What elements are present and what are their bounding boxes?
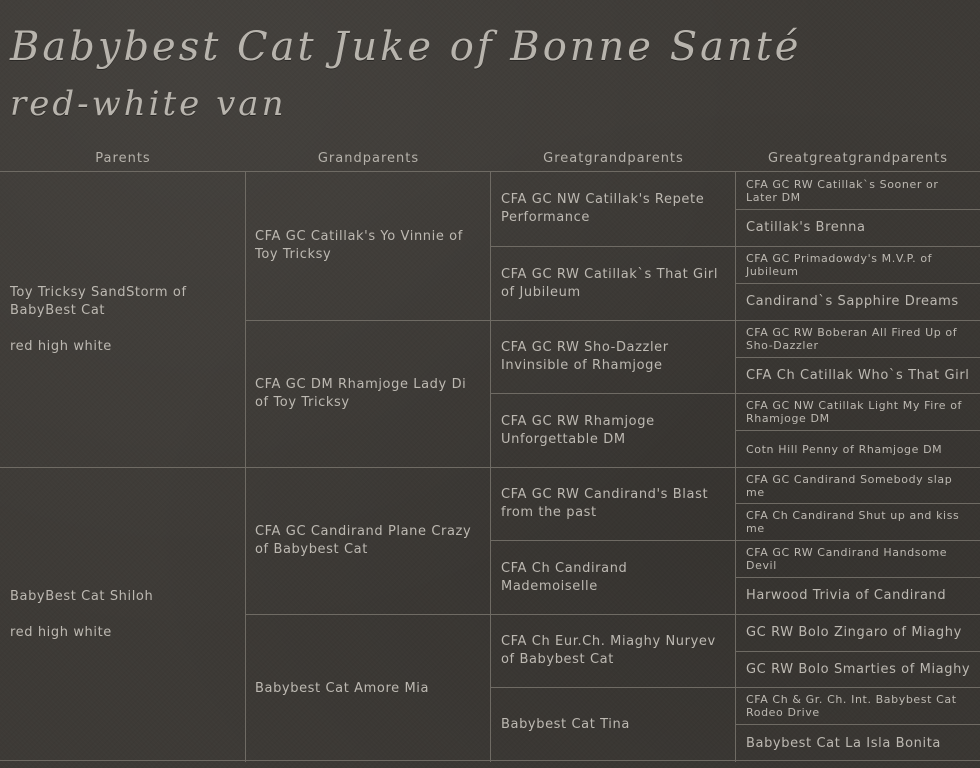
parent-dam-name: BabyBest Cat Shiloh xyxy=(10,589,154,604)
greatgrandparent-name: CFA GC NW Catillak's Repete Performance xyxy=(501,192,705,225)
greatgreatgrandparent-name: CFA GC RW Boberan All Fired Up of Sho-Dazzler xyxy=(746,326,958,352)
greatgreatgrandparent-cell xyxy=(736,393,980,430)
greatgreatgrandparent-cell xyxy=(736,209,980,246)
greatgreatgrandparent-name: CFA Ch Catillak Who`s That Girl xyxy=(746,367,970,383)
greatgreatgrandparent-name: Cotn Hill Penny of Rhamjoge DM xyxy=(746,442,943,456)
greatgrandparent-cell xyxy=(491,540,736,614)
greatgrandparent-name: Babybest Cat Tina xyxy=(501,717,630,732)
parent-dam xyxy=(0,467,246,762)
greatgreatgrandparent-cell xyxy=(736,246,980,283)
parent-sire xyxy=(0,172,246,467)
grandparent-cell xyxy=(246,172,491,320)
grandparent-name: CFA GC Catillak's Yo Vinnie of Toy Tricksy xyxy=(255,229,463,262)
pedigree-column-headers xyxy=(0,148,980,170)
grandparent-name: Babybest Cat Amore Mia xyxy=(255,680,430,696)
greatgrandparent-name: CFA Ch Candirand Mademoiselle xyxy=(501,560,628,594)
cat-name-title: Babybest Cat Juke of Bonne Santé xyxy=(10,24,802,70)
greatgrandparent-name: CFA Ch Eur.Ch. Miaghy Nuryev of Babybest Cat xyxy=(501,634,716,667)
parent-dam-color: red high white xyxy=(10,625,112,640)
greatgreatgrandparent-name: CFA GC Primadowdy's M.V.P. of Jubileum xyxy=(746,252,933,278)
greatgreatgrandparent-name: CFA GC Candirand Somebody slap me xyxy=(746,472,953,499)
greatgreatgrandparent-cell xyxy=(736,283,980,320)
cat-color-subtitle: red-white van xyxy=(10,84,287,124)
grandparent-name: CFA GC Candirand Plane Crazy of Babybest Cat xyxy=(255,524,472,557)
greatgreatgrandparent-name: GC RW Bolo Smarties of Miaghy xyxy=(746,661,971,677)
parent-sire-color: red high white xyxy=(10,338,112,354)
greatgreatgrandparent-name: Candirand`s Sapphire Dreams xyxy=(746,294,959,309)
greatgrandparent-cell xyxy=(491,393,736,467)
greatgreatgrandparent-name: CFA Ch & Gr. Ch. Int. Babybest Cat Rodeo Drive xyxy=(746,693,957,719)
greatgrandparent-name: CFA GC RW Sho-Dazzler Invinsible of Rhamjoge xyxy=(501,340,669,373)
pedigree-table xyxy=(0,171,980,761)
greatgreatgrandparent-name: Babybest Cat La Isla Bonita xyxy=(746,735,942,751)
page-title-block xyxy=(10,20,970,132)
greatgrandparent-cell xyxy=(491,687,736,762)
grandparent-cell xyxy=(246,614,491,762)
header-greatgrandparents: Greatgrandparents xyxy=(543,151,684,166)
greatgreatgrandparent-name: CFA GC RW Catillak`s Sooner or Later DM xyxy=(746,177,939,204)
greatgreatgrandparent-name: CFA GC RW Candirand Handsome Devil xyxy=(746,546,948,572)
greatgrandparent-name: CFA GC RW Catillak`s That Girl of Jubileum xyxy=(501,266,719,300)
greatgreatgrandparent-name: Catillak's Brenna xyxy=(746,220,866,235)
greatgrandparent-cell xyxy=(491,172,736,246)
greatgreatgrandparent-cell xyxy=(736,724,980,762)
grandparent-name: CFA GC DM Rhamjoge Lady Di of Toy Tricksy xyxy=(255,377,467,410)
grandparent-cell xyxy=(246,320,491,467)
greatgreatgrandparent-cell xyxy=(736,651,980,687)
greatgreatgrandparent-cell xyxy=(736,503,980,540)
greatgreatgrandparent-cell xyxy=(736,614,980,651)
greatgreatgrandparent-name: Harwood Trivia of Candirand xyxy=(746,588,947,603)
greatgrandparent-name: CFA GC RW Rhamjoge Unforgettable DM xyxy=(501,413,655,447)
header-parents: Parents xyxy=(95,151,151,166)
greatgrandparent-name: CFA GC RW Candirand's Blast from the past xyxy=(501,487,709,520)
greatgreatgrandparent-name: CFA Ch Candirand Shut up and kiss me xyxy=(746,509,960,535)
parent-sire-name: Toy Tricksy SandStorm of BabyBest Cat xyxy=(10,284,187,318)
greatgrandparent-cell xyxy=(491,467,736,540)
greatgreatgrandparent-cell xyxy=(736,687,980,724)
greatgreatgrandparent-cell xyxy=(736,577,980,614)
greatgrandparent-cell xyxy=(491,246,736,320)
greatgreatgrandparent-cell xyxy=(736,172,980,209)
greatgreatgrandparent-cell xyxy=(736,320,980,357)
greatgreatgrandparent-cell xyxy=(736,467,980,503)
header-grandparents: Grandparents xyxy=(317,151,420,166)
greatgreatgrandparent-name: CFA GC NW Catillak Light My Fire of Rhamjoge DM xyxy=(746,399,963,425)
greatgrandparent-cell xyxy=(491,614,736,687)
greatgreatgrandparent-name: GC RW Bolo Zingaro of Miaghy xyxy=(746,625,962,640)
grandparent-cell xyxy=(246,467,491,614)
header-greatgreatgrandparents: Greatgreatgrandparents xyxy=(767,151,948,166)
greatgrandparent-cell xyxy=(491,320,736,393)
greatgreatgrandparent-cell xyxy=(736,357,980,393)
greatgreatgrandparent-cell xyxy=(736,540,980,577)
greatgreatgrandparent-cell xyxy=(736,430,980,467)
